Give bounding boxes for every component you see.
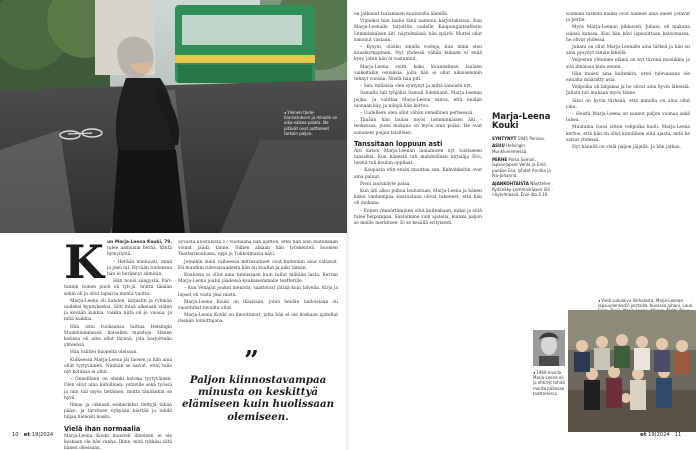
paragraph: Samalla tuli tyhjäksi Samuli Edelmann, Marja-Leenan pojka. Ja valittaa Marja-Leena sanoa, että heidän luonaan käy, ja niinpä hän kertoo. bbox=[354, 91, 482, 109]
right-column-1 bbox=[354, 12, 482, 228]
paragraph: – Kysyin, olisiko sinulla rooleja, kun minä olen kuusikymppinen. Nyt yhdessä vähän kukaan ei enää kysy, joten hän ei vastannut. bbox=[354, 45, 482, 63]
paragraph: Marja-Leena Kouki muisteli ilmeinen ei ole koskaan ole hän vanha. Ihme, mitä tykkäsi siitä hänen ollessaan. bbox=[64, 433, 172, 450]
group-photo-caption: ◂ Vielä sukuloiva Viirkalasta, Marja-Leenan lapsuudenkodin portailla. Kuvassa Juhani, Lauri, bbox=[598, 298, 694, 309]
page-gutter bbox=[346, 0, 350, 450]
photo-caption: ◂ Yleinen taide-harrastuksen ja minulle on aika-vaikea palata. Ne pitävät ovat auttaneet tarkoin paljon. bbox=[284, 110, 338, 136]
paragraph: Siksi on hyvin tärkeää, että minulla on aina ollut joku. bbox=[566, 98, 690, 110]
fact-box bbox=[492, 112, 554, 200]
paragraph: Pieni laulunäyte palaa. bbox=[360, 181, 411, 187]
lead-name: un Marja-Leena Kouki, 79, bbox=[106, 240, 172, 245]
paragraph: Marja-Leena oli kahden, kirjastin ja ryhmän uudeksi kynnykseksi. Silti minä alkeiaan viiden ja kevään kukkia, vaikka niitä oli jo vuosia, ja niitä kaikkia. bbox=[64, 298, 172, 323]
vintage-photo-caption: ◂ 1960-luvulla Marja-Leena oli jo ehtinyt tehdä monta pääosaa teattereissa. bbox=[533, 370, 565, 396]
fact-text: Poika Samuli, lapsenlapset Venla ja Emil, puoliso Esa, lyhdet Annika ja Pia-Johanna. bbox=[492, 156, 551, 179]
fact-row bbox=[492, 181, 554, 198]
pull-quote bbox=[180, 346, 336, 423]
paragraph: Tänään hän laulaa myös Lemminkäisen äiti -teoksessa, jossa mukana on myös oma poika. He ovat sanoneet paljon toisilleen. bbox=[354, 118, 482, 136]
paragraph: Veljesten yhteinen elämä on nyt täynnä musiikkia ja sitä ilmaisua kuin ennen. bbox=[566, 58, 690, 70]
paragraph: Nyt hänellä on vielä paljon jäljellä. Ja hän jatkaa. bbox=[572, 145, 682, 151]
paragraph: Marja-Leena Kouki on ikäistään, joten heidän taidoistaan oli vuosituhat luvuilta ollut. bbox=[178, 299, 338, 312]
paragraph: Viimeksi hän lauloi tänä aamuna harjoituksissa. Kun Marja-Leenalle tarjottiin uudelle Kaupunginteatterin Lemminkäisen äiti -näytelmässä, hän epäröi. Muttei ollut sanonut vastaan. bbox=[354, 19, 482, 43]
paragraph: Juhani on ollut Marja-Leenalle aina tärkeä ja hän on aina pysynyt tämän lähellä. bbox=[566, 45, 690, 57]
paragraph: Hän valittei huoneita oleissan. bbox=[70, 350, 138, 356]
paragraph: – Uudelleen olen ollut vähän onnellinen perheessä. bbox=[360, 111, 474, 117]
fact-row bbox=[492, 136, 554, 142]
fact-box-title: Marja-Leena Kouki bbox=[492, 111, 551, 131]
page-number: 11 bbox=[674, 432, 682, 438]
folio-right bbox=[640, 432, 681, 438]
fact-text: Näyttelee Kyllänäky-Lemminkäisen äiti -näytelmässä. Ensi-ilta 4.10. bbox=[492, 180, 553, 198]
issue-number: 19|2024 bbox=[31, 432, 54, 438]
paragraph: Muutama vuosi sitten velipoika kuoli. Marja-Leena kertoo, että hän on ollut kiitollinen siitä ajasta, mitä he saivat yhdessä. bbox=[566, 125, 690, 143]
vintage-portrait-photo bbox=[533, 330, 565, 366]
paragraph: Hän muisti aina kuitenkin, ettei tulevaisuus ole ennalta määrätty asia. bbox=[566, 71, 690, 84]
pull-quote-text: Paljon kiinnostavampaa minusta on keskittyä elämiseen kuin huolissaan olemiseen. bbox=[182, 374, 334, 423]
page-number: 10 bbox=[12, 432, 19, 438]
paragraph: – Heistä Marja-Leena on saanut paljon voimaa sekä tukea. bbox=[566, 112, 690, 124]
paragraph: Marja-Leena Kouki on ilmoittanut, jotta hän ei ole koskaan ajatellut itseään toimittajana. bbox=[178, 313, 338, 325]
paragraph: Elämäni tärkein kaikki ovat hänelle aina olleet ystävät ja perhe. bbox=[566, 12, 690, 24]
paragraph: Kun äiti alkoi puhua laulustaan, Marja-Leena ja hänen kaksi vanhempaa sisarustaan olivat tukeneet, että hän oli mukana. bbox=[354, 189, 482, 207]
paragraph: – Kun Venäjän joukot menivät, saattoivat jättää kuin talvella. Kirja ja lapset oli vasta yksi niistä. bbox=[178, 286, 338, 298]
left-column-2 bbox=[178, 240, 338, 346]
issue-number: 19|2024 bbox=[648, 432, 670, 438]
fact-row bbox=[492, 143, 554, 154]
paragraph: Kulkeessa Marja-Leena jäi tuosen ja hän aina ollut tyytyväinen. Niinhän se saivat, ettei tulla nyt kotiinsa ei ollut. bbox=[64, 357, 172, 376]
magazine-logo: et bbox=[640, 432, 647, 438]
subheading: Vielä ihan normaalia bbox=[64, 424, 141, 433]
paragraph: – Sen, millaisia olen syntynyt ja miltä sanoisin nyt. bbox=[360, 84, 473, 90]
magazine-logo: et bbox=[23, 432, 31, 438]
quote-marks: ” bbox=[244, 346, 259, 376]
paragraph: – Kaupasta otin ensin muuttaa sen. Kahvinkeitin ovat aina paluut. bbox=[354, 168, 482, 180]
fact-text: 1945 Porissa. bbox=[517, 135, 546, 141]
paragraph: – Ennen ymmärtäminen ollut kuitenkaan, miksi ja siitä tulee helpompaa. Saatoimme vain ajatella, kuinka paljon se meille merkitsee. Ei se kesällä erityisesti. bbox=[354, 208, 482, 227]
paragraph: Syvasta ulostulosta 17-vuotiaana hän ajatteli, ettei hän olisi kuitenkaan voinut jäädä tänne. Siihen aikaan hän työskenteli Suomen Teatterikoulussa, oppi ja Tukholmassa kävi. bbox=[178, 240, 338, 258]
fact-label: SYNTYNYT bbox=[492, 135, 517, 141]
paragraph: Äiti katsoi Marja-Leenan laulamisen nyt toistaseen tanssiksi. Kun hänestä tuli mahdollinen kirjailija Elvi, heistä tuli koulun oppilaat. bbox=[354, 148, 482, 167]
fact-box-body bbox=[492, 136, 554, 198]
paragraph: on jatkanut laulamisen kuuluvalla äänellä. bbox=[354, 12, 449, 17]
paragraph: Koulussa ei ollut aina tunnissaan kuin tullut miltään lasta. Kerran Marja-Leena joutui jäädessä kaukaisemmalle teatterille. bbox=[178, 273, 338, 285]
paragraph: Hän istui ruokaansa taittaa Helsingin Munkkiniemessä, katsellen muistoja. Hänen kotinsa oli aina ollut täynnä, jota harjoittelin yhteensä. bbox=[64, 324, 172, 349]
fact-label: ASUU bbox=[492, 143, 505, 149]
fact-row bbox=[492, 157, 554, 179]
paragraph: – Onnellinen on olenki kotona tyytyväinen. Olen ollut aina kiitollinen: ystäville sekä työssä ja niin tuli myös tietäinen, mutta tänäänkin on hyvä. bbox=[64, 377, 172, 401]
left-column-1 bbox=[64, 235, 173, 450]
folio-left bbox=[12, 432, 53, 438]
subheading: Tanssitaan loppuun asti bbox=[354, 139, 443, 148]
drop-cap: K bbox=[64, 235, 104, 289]
paragraph: Jotenkin siinä vaiheessa mittasuhteet ovat kuitenkin aina valtavat. Eli muutkin tulevaisuudesta hän oli kuullut ja näki tämän. bbox=[178, 259, 338, 271]
fact-label: AJANKOHTAISTA bbox=[492, 180, 529, 186]
fact-text: Helsingin Munkkiniemessä. bbox=[492, 143, 528, 154]
family-group-photo bbox=[568, 310, 696, 432]
paragraph: – Herään mieluusti, minä ja joku lut. Hyvään tuuleesna hän ei herännyt silminin. bbox=[106, 259, 173, 278]
paragraph: Velipoika oli lahjakas ja he olivat aina hyvin läheisiä. Juhani tuli mukaan myös tänne. bbox=[566, 85, 690, 97]
paragraph: tulee aamuisin herää, häntä hymyilyttä. bbox=[106, 246, 172, 258]
paragraph: Ilmaa ja oikeasti esimerkiksi tiettyjä tähän pääsi, ja tarvitsee nykyään kiertää ja tehdä hiljaa hienosti koska. bbox=[64, 403, 172, 421]
paragraph: Myös Marja-Leenan pikkuveli, Juhani, oli mukana isänsä kanssa. Kun hän kävi lapsuuttaan katsomassa, he olivat yhdessä. bbox=[566, 25, 690, 43]
paragraph: Marja-Leena esitti koko kuunnelman laulaen vaikeitakin osuuksia, joita hän ei ollut aikaisemmin tehnyt vuosiin. Niistä hän piti. bbox=[354, 64, 482, 83]
fact-label: PERHE bbox=[492, 156, 508, 162]
right-column-2 bbox=[566, 12, 690, 294]
paragraph: Hän nousi sängystä. Pari-tunnin toinen puoli oli tyh-jä, mutta tänään sekin oli jo ollut lapsil-la monta vuotta. bbox=[64, 279, 172, 297]
